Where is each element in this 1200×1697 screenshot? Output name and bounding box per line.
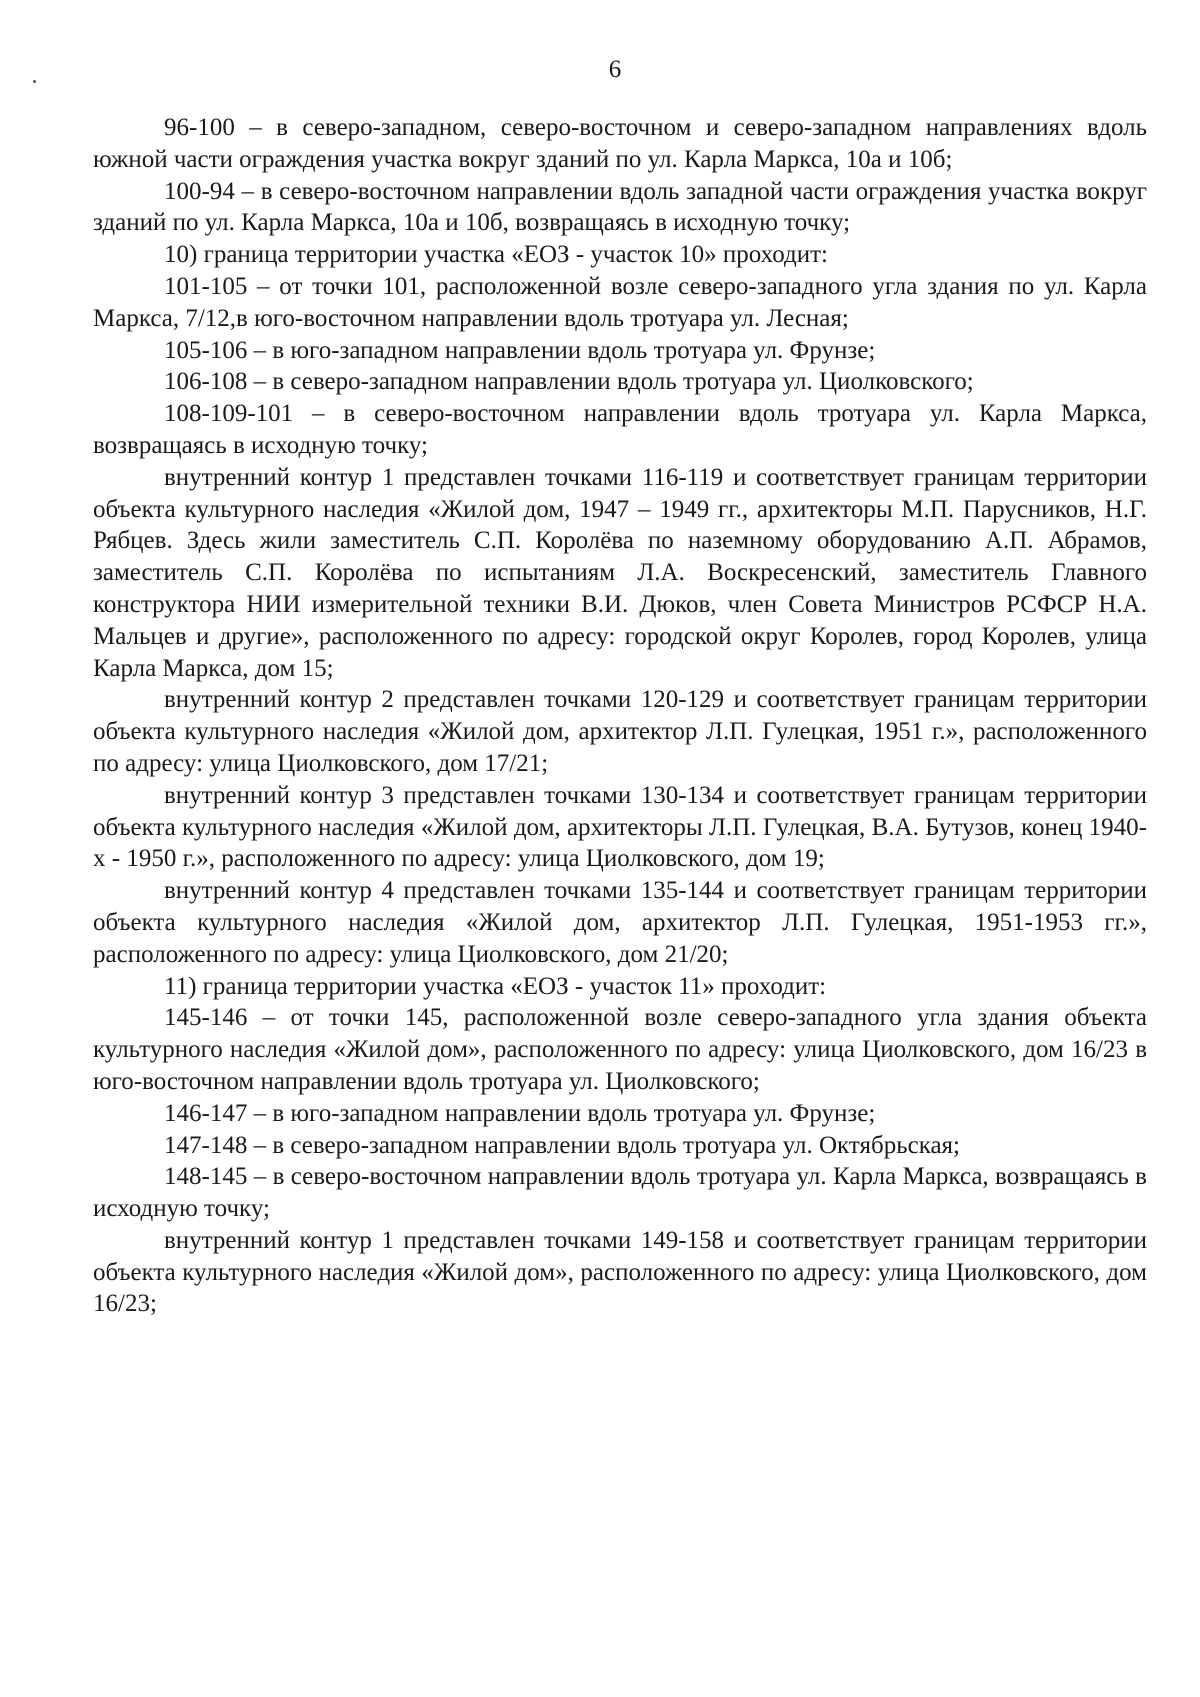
paragraph-146-147: 146-147 – в юго-западном направлении вдоль тротуара ул. Фрунзе;	[164, 1099, 876, 1127]
paragraph-inner-contour-4: внутренний контур 4 представлен точками 135-144 и соответствует границам территории объекта культурного наследия «Жилой дом, архитектор Л.П. Гулецкая, 1951-1953 гг.», расположенного по адресу: улица Циолковского, дом 21/20;	[93, 877, 1147, 968]
paragraph-148-145: 148-145 – в северо-восточном направлении вдоль тротуара ул. Карла Маркса, возвращаясь в исходную точку;	[93, 1163, 1147, 1223]
paragraph-inner-contour-2: внутренний контур 2 представлен точками 120-129 и соответствует границам территории объекта культурного наследия «Жилой дом, архитектор Л.П. Гулецкая, 1951 г.», расположенного по адресу: улица Циолковского, дом 17/21;	[93, 686, 1147, 777]
paragraph-147-148: 147-148 – в северо-западном направлении вдоль тротуара ул. Октябрьская;	[164, 1131, 960, 1159]
page-number: 6	[608, 56, 622, 83]
paragraph-100-94: 100-94 – в северо-восточном направлении вдоль западной части ограждения участка вокруг зданий по ул. Карла Маркса, 10а и 10б, возвращаясь в исходную точку;	[93, 177, 1147, 237]
paragraph-101-105: 101-105 – от точки 101, расположенной возле северо-западного угла здания по ул. Карла Маркса, 7/12,в юго-восточном направлении вдоль тротуара ул. Лесная;	[93, 272, 1147, 332]
paragraph-105-106: 105-106 – в юго-западном направлении вдоль тротуара ул. Фрунзе;	[164, 336, 876, 364]
paragraph-106-108: 106-108 – в северо-западном направлении вдоль тротуара ул. Циолковского;	[164, 368, 974, 396]
paragraph-96-100: 96-100 – в северо-западном, северо-восточном и северо-западном направлениях вдоль южной части ограждения участка вокруг зданий по ул. Карла Маркса, 10а и 10б;	[93, 114, 1147, 173]
section-heading-10: 10) граница территории участка «ЕОЗ - участок 10» проходит:	[164, 241, 828, 269]
section-heading-11: 11) граница территории участка «ЕОЗ - участок 11» проходит:	[164, 972, 827, 1000]
paragraph-inner-contour-3: внутренний контур 3 представлен точками 130-134 и соответствует границам территории объекта культурного наследия «Жилой дом, архитекторы Л.П. Гулецкая, В.А. Бутузов, конец 1940-х - 1950 г.», расположенного по адресу: улица Циолковского, дом 19;	[93, 781, 1147, 873]
paragraph-inner-contour-1-s10: внутренний контур 1 представлен точками 116-119 и соответствует границам территории объекта культурного наследия «Жилой дом, 1947 – 1949 гг., архитекторы М.П. Парусников, Н.Г. Рябцев. Здесь жили заместитель С.П. Королёва по наземному оборудованию А.П. Абрамов, заместитель С.П. Королёва по испытаниям Л.А. Воскресенский, заместитель Главного конструктора НИИ измерительной техники В.И. Дюков, член Совета Министров РСФСР Н.А. Мальцев и другие», расположенного по адресу: городской округ Королев, город Королев, улица Карла Маркса, дом 15;	[93, 463, 1147, 682]
document-body	[93, 112, 1147, 1320]
paragraph-108-109-101: 108-109-101 – в северо-восточном направлении вдоль тротуара ул. Карла Маркса, возвращаясь в исходную точку;	[93, 400, 1147, 459]
paragraph-inner-contour-1-s11: внутренний контур 1 представлен точками 149-158 и соответствует границам территории объекта культурного наследия «Жилой дом», расположенного по адресу: улица Циолковского, дом 16/23;	[93, 1226, 1147, 1318]
paragraph-145-146: 145-146 – от точки 145, расположенной возле северо-западного угла здания объекта культурного наследия «Жилой дом», расположенного по адресу: улица Циолковского, дом 16/23 в юго-восточном направлении вдоль тротуара ул. Циолковского;	[93, 1004, 1147, 1095]
